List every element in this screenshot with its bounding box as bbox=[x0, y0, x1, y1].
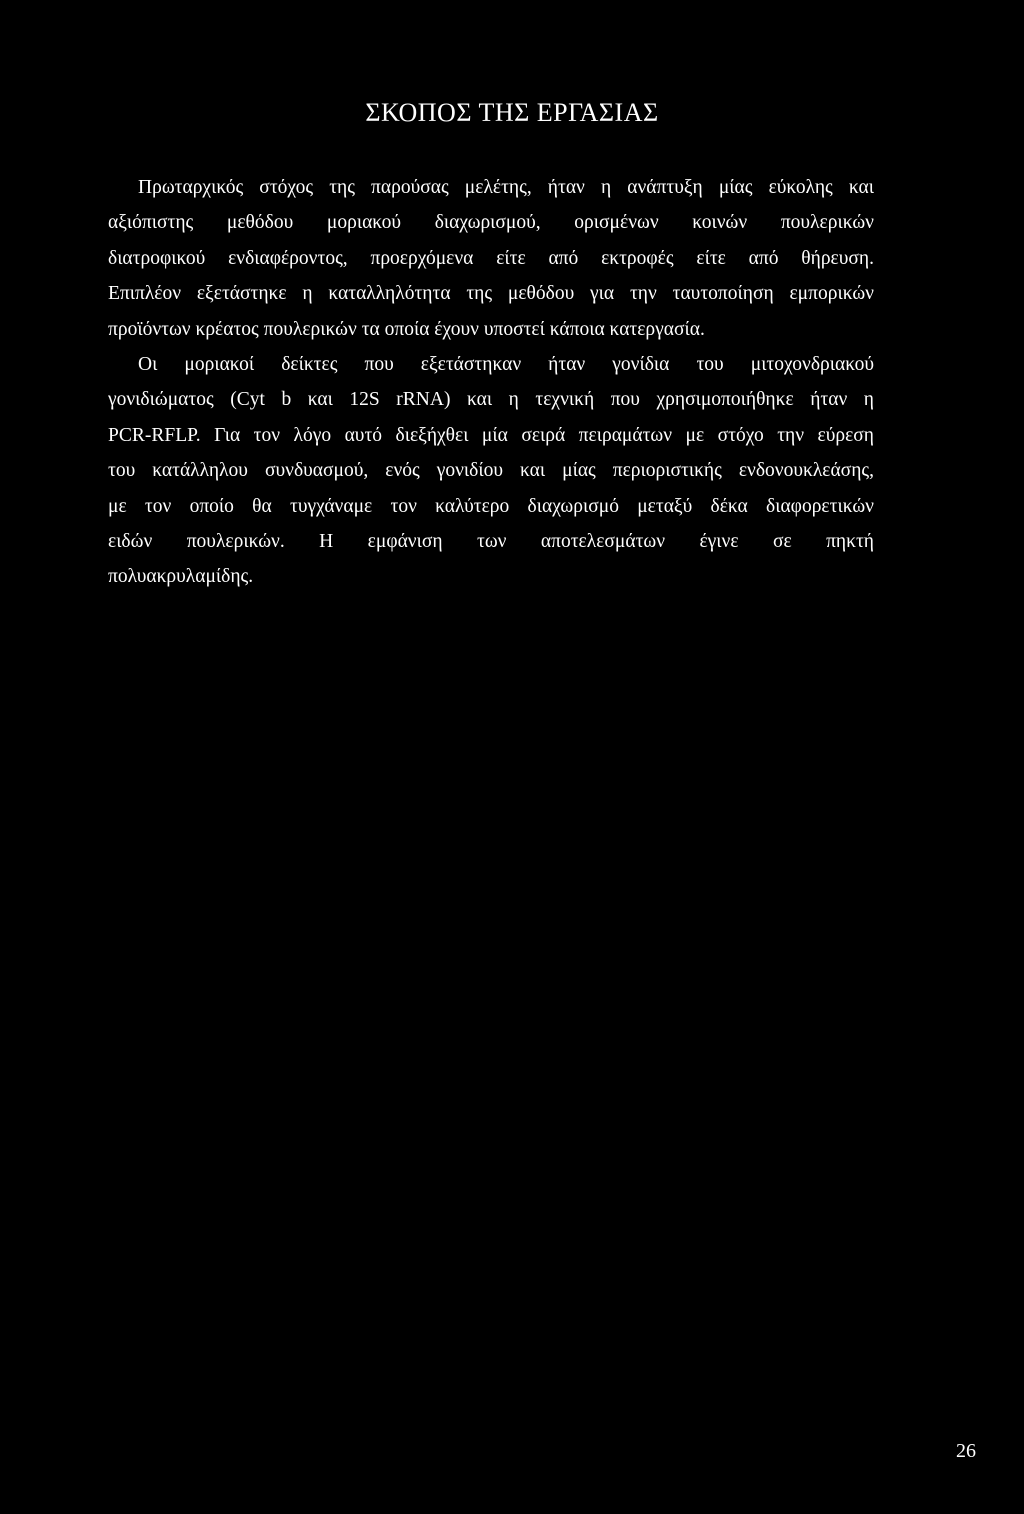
page-number: 26 bbox=[956, 1440, 976, 1462]
body-paragraph bbox=[108, 170, 874, 595]
page-title: ΣΚΟΠΟΣ ΤΗΣ ΕΡΓΑΣΙΑΣ bbox=[365, 98, 659, 127]
text-line: PCR-RFLP. Για τον λόγο αυτό διεξήχθει μία σειρά πειραμάτων με στόχο την εύρεση bbox=[108, 424, 874, 446]
text-line: ειδών πουλερικών. Η εμφάνιση των αποτελεσμάτων έγινε σε πηκτή bbox=[108, 530, 874, 552]
text-line: αξιόπιστης μεθόδου μοριακού διαχωρισμού, ορισμένων κοινών πουλερικών bbox=[108, 212, 874, 234]
text-line: πολυακρυλαμίδης. bbox=[108, 566, 254, 588]
text-line: Επιπλέον εξετάστηκε η καταλληλότητα της μεθόδου για την ταυτοποίηση εμπορικών bbox=[108, 283, 874, 305]
text-line: Πρωταρχικός στόχος της παρούσας μελέτης, ήταν η ανάπτυξη μίας εύκολης και bbox=[138, 177, 874, 198]
text-line: γονιδιώματος (Cyt b και 12S rRNA) και η τεχνική που χρησιμοποιήθηκε ήταν η bbox=[108, 389, 874, 411]
text-line: διατροφικού ενδιαφέροντος, προερχόμενα είτε από εκτροφές είτε από θήρευση. bbox=[108, 247, 874, 269]
text-line: προϊόντων κρέατος πουλερικών τα οποία έχουν υποστεί κάποια κατεργασία. bbox=[108, 318, 705, 340]
text-line: με τον οποίο θα τυγχάναμε τον καλύτερο διαχωρισμό μεταξύ δέκα διαφορετικών bbox=[108, 495, 874, 517]
text-line: Οι μοριακοί δείκτες που εξετάστηκαν ήταν γονίδια του μιτοχονδριακού bbox=[138, 353, 874, 375]
text-line: του κατάλληλου συνδυασμού, ενός γονιδίου και μίας περιοριστικής ενδονουκλεάσης, bbox=[108, 460, 874, 482]
